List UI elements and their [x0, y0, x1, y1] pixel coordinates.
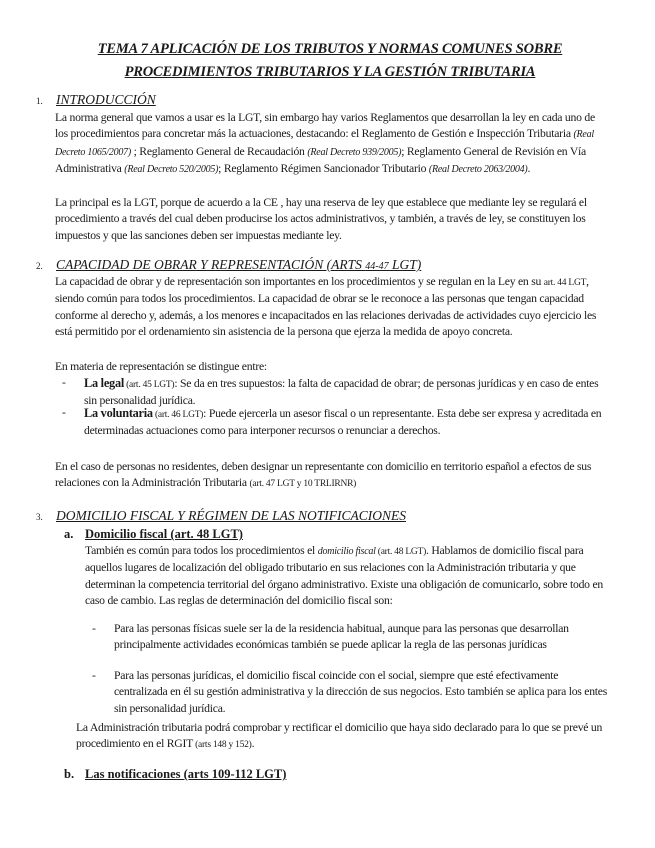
representation-intro: En materia de representación se distingue entre:	[55, 360, 267, 373]
document-title	[60, 38, 600, 84]
section-1-title: INTRODUCCIÓN	[56, 92, 156, 107]
section-1-paragraph-1: La norma general que vamos a usar es la LGT, sin embargo hay varios Reglamentos que desarrollan la ley en cada uno de los procedimientos para concretar más la actuaciones, destacando: el Reglamento de Gestión e Inspección Tributaria (Real Decreto 1065/2007) ; Reglamento General de Recaudación (Real Decreto 939/2005); Reglamento General de Revisión en Vía Administrativa (Real Decreto 520/2005); Reglamento Régimen Sancionador Tributario (Real Decreto 2063/2004).	[55, 111, 595, 175]
section-2-paragraph-2: En el caso de personas no residentes, deben designar un representante con domicilio en territorio español a efectos de sus relaciones con la Administración Tributaria (art. 47 LGT y 10 TRLIRNR)	[55, 460, 592, 490]
title-line-1: TEMA 7 APLICACIÓN DE LOS TRIBUTOS Y NORMAS COMUNES SOBRE	[97, 41, 563, 57]
subsection-a-paragraph: También es común para todos los procedimientos el domicilio fiscal (art. 48 LGT). Hablamos de domicilio fiscal para aquellos lugares de localización del obligado tributario en sus relaciones con la Administración tributaria y que determinan la competencia territorial del órgano administrativo. Existe una obligación de comunicarlo, sobre todo en caso de cambio. Las reglas de determinación del domicilio fiscal son:	[85, 544, 603, 607]
subsection-a-heading: a. Domicilio fiscal (art. 48 LGT)	[64, 527, 243, 541]
section-2-title: CAPACIDAD DE OBRAR Y REPRESENTACIÓN (ARTS 44-47 LGT)	[56, 257, 422, 272]
section-3-title: DOMICILIO FISCAL Y RÉGIMEN DE LAS NOTIFICACIONES	[56, 508, 406, 523]
section-1-heading	[36, 91, 156, 110]
section-3-number: 3.	[36, 512, 43, 522]
section-2-heading	[36, 256, 421, 276]
bullet-physical-persons: - Para las personas físicas suele ser la de la residencia habitual, aunque para las personas que desarrollan principalmente actividades económicas también se puede aplicar la regla de las personas jurídicas	[92, 622, 569, 652]
section-1-paragraph-2: La principal es la LGT, porque de acuerdo a la CE , hay una reserva de ley que establece que mediante ley se regulará el procedimiento a través del cual deben producirse los actos administrativos, y también, a través de ley, se constituyen los impuestos y que las sanciones deben ser impuestas mediante ley.	[55, 196, 587, 242]
bullet-voluntary-representation: - La voluntaria (art. 46 LGT): Puede ejercerla un asesor fiscal o un representante. Esta debe ser expresa y acreditada en determinadas actuaciones como para interponer recursos o renunciar a derechos.	[62, 406, 602, 438]
section-2-paragraph-1: La capacidad de obrar y de representación son importantes en los procedimientos y se regulan en la Ley en su art. 44 LGT, siendo común para todos los procedimientos. La capacidad de obrar se le reconoce a las personas que tengan capacidad conforme al derecho y, además, a los menores e incapacitados en las relaciones derivadas de actividades cuyo ejercicio les está permitido por el ordenamiento sin asistencia de la persona que ejerza la medida de apoyo concreta.	[55, 275, 597, 338]
bullet-legal-persons: - Para las personas jurídicas, el domicilio fiscal coincide con el social, siempre que esté efectivamente centralizada en él su gestión administrativa y la dirección de sus negocios. Esto también se aplica para los entes sin personalidad jurídica.	[92, 669, 608, 715]
subsection-b-heading: b. Las notificaciones (arts 109-112 LGT)	[64, 767, 287, 781]
section-1-number: 1.	[36, 96, 43, 106]
bullet-legal-representation: - La legal (art. 45 LGT): Se da en tres supuestos: la falta de capacidad de obrar; de personas jurídicas y en caso de entes sin personalidad jurídica.	[62, 376, 599, 408]
subsection-a-paragraph-2: La Administración tributaria podrá comprobar y rectificar el domicilio que haya sido declarado para lo que se prevé un procedimiento en el RGIT (arts 148 y 152).	[76, 721, 603, 751]
title-line-2: PROCEDIMIENTOS TRIBUTARIOS Y LA GESTIÓN TRIBUTARIA	[124, 64, 536, 80]
section-2-number: 2.	[36, 261, 43, 271]
section-3-heading	[36, 507, 406, 526]
